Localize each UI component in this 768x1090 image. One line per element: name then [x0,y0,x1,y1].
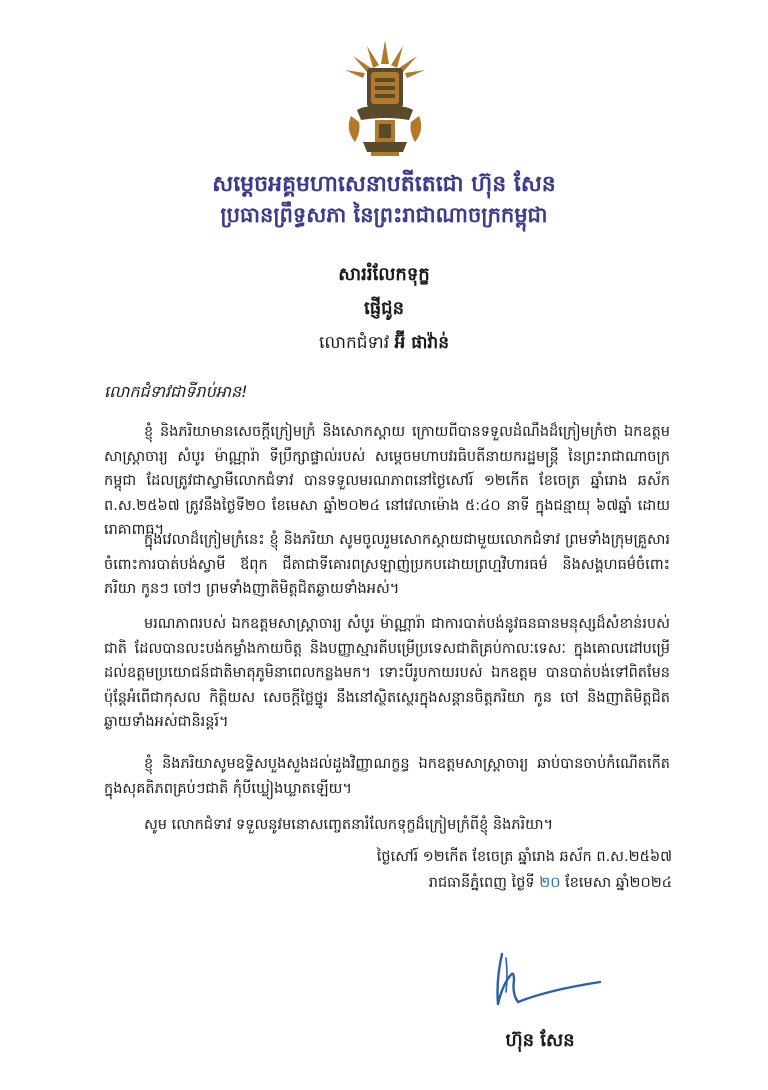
place-date-prefix: រាជធានីភ្នំពេញ ថ្ងៃទី [428,875,535,891]
salutation: លោកជំទាវជាទីរាប់អាន! [104,382,248,401]
signatory-name: ហ៊ុន សែន [505,1030,575,1051]
letter-title: សាររំលែកទុក្ខ [338,264,430,285]
paragraph-1: ខ្ញុំ និងភរិយាមានសេចក្តីក្រៀមក្រំ និងសោកស្តាយ ក្រោយពីបានទទួលដំណឹងដ៏ក្រៀមក្រំថា ឯកឧត្តមសាស្ត្រាចារ្យ សំបូរ ម៉ាណ្ណារ៉ា ទីប្រឹក្សាផ្ទាល់របស់ សម្តេចមហាបវរធិបតីនាយករដ្ឋមន្ត្រី នៃព្រះរាជាណាចក្រកម្ពុជា ដែលត្រូវជាស្វាមីលោកជំទាវ បានទទួលមរណភាពនៅថ្ងៃសៅរ៍ ១២កើត ខែចេត្រ ឆ្នាំរោង ឆស័ក ព.ស.២៥៦៧ ត្រូវនឹងថ្ងៃទី២០ ខែមេសា ឆ្នាំ២០២៤ នៅវេលាម៉ោង ៥:៤០ នាទី ក្នុងជន្មាយុ ៦៧ឆ្នាំ ដោយរោគាពាធ។ [104,424,670,538]
place-date [429,874,672,895]
paragraph-3: មរណភាពរបស់ ឯកឧត្តមសាស្ត្រាចារ្យ សំបូរ ម៉ាណ្ណារ៉ា ជាការបាត់បង់នូវធនធានមនុស្សដ៏សំខាន់របស់ជាតិ ដែលបានលះបង់កម្លាំងកាយចិត្ត និងបញ្ញាស្មារតីបម្រើប្រទេសជាតិគ្រប់កាលៈទេសៈ ក្នុងគោលដៅបម្រើដល់ឧត្តមប្រយោជន៍ជាតិមាតុភូមិនាពេលកន្លងមក។ ទោះបីរូបកាយរបស់ ឯកឧត្តម បានបាត់បង់ទៅពិតមែន ប៉ុន្តែអំពើជាកុសល កិត្តិយស សេចក្តីថ្លៃថ្នូរ នឹងនៅស្ថិតស្ថេរក្នុងសន្តានចិត្តភរិយា កូន ចៅ និងញាតិមិត្តជិតឆ្ងាយទាំងអស់ជានិរន្តរ៍។ [104,616,670,730]
place-date-month-year: ខែមេសា ឆ្នាំ២០២៤ [565,875,672,891]
lunar-date: ថ្ងៃសៅរ៍ ១២កើត ខែចេត្រ ឆ្នាំរោង ឆស័ក ព.ស.២៥៦៧ [376,849,672,865]
paragraph-5: សូម លោកជំទាវ ទទួលនូវមនោសញ្ចេតនារំលែកទុក្ខដ៏ក្រៀមក្រំពីខ្ញុំ និងភរិយា។ [144,817,554,833]
paragraph-2: ក្នុងវេលាដ៏ក្រៀមក្រំនេះ ខ្ញុំ និងភរិយា សូមចូលរួមសោកស្តាយជាមួយលោកជំទាវ ព្រមទាំងក្រុមគ្រួសារ ចំពោះការបាត់បង់ស្វាមី ឪពុក ជីតាជាទីគោរពស្រឡាញ់ប្រកបដោយព្រហ្មវិហារធម៌ និងសង្គហធម៌ចំពោះភរិយា កូនៗ ចៅៗ ព្រមទាំងញាតិមិត្តជិតឆ្ងាយទាំងអស់។ [104,532,670,597]
recipient-prefix: លោកជំទាវ [318,333,390,353]
paragraph-4: ខ្ញុំ និងភរិយាសូមឧទ្ទិសបួងសួងដល់ដួងវិញ្ញាណក្ខន្ធ ឯកឧត្តមសាស្ត្រាចារ្យ ឆាប់បានចាប់កំណើតកើតក្នុងសុគតិភពគ្រប់ៗជាតិ កុំបីឃ្លៀងឃ្លាតឡើយ។ [104,756,670,797]
signature-image [488,946,604,1012]
recipient-name: អ៊ី ផាវ៉ាន់ [394,333,450,353]
sender-title: សម្តេចអគ្គមហាសេនាបតីតេជោ ហ៊ុន សែន [212,172,556,197]
sender-position: ប្រធានព្រឹទ្ធសភា នៃព្រះរាជាណាចក្រកម្ពុជា [220,203,548,227]
recipient-line [0,332,768,357]
letter-subtitle: ផ្ញើជូន [364,298,404,319]
royal-emblem-icon [337,38,433,158]
place-date-day: ២០ [539,875,561,891]
